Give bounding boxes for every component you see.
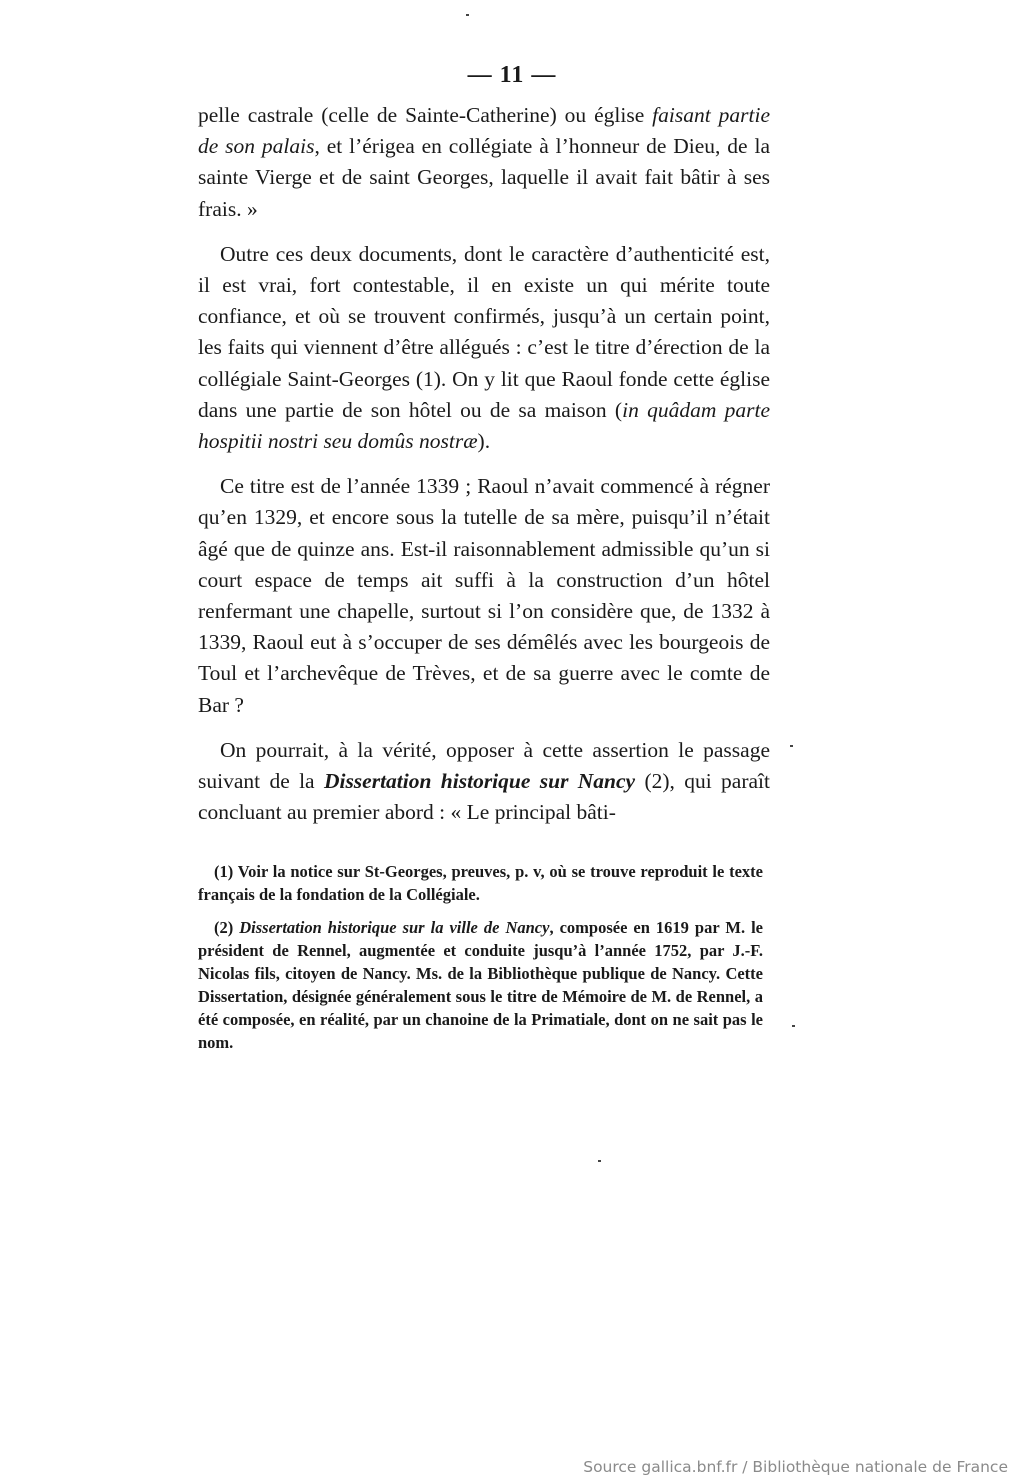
- italic-text: faisant partie de son palais: [198, 103, 770, 159]
- body-text: [198, 100, 770, 842]
- print-speck: [598, 1160, 601, 1162]
- italic-text: Dissertation historique sur Nancy: [323, 769, 636, 794]
- page-number: — 11 —: [467, 62, 557, 88]
- print-speck: [792, 1025, 795, 1027]
- footnote-2: [198, 916, 763, 1054]
- paragraph: Ce titre est de l’année 1339 ; Raoul n’avait commencé à régner qu’en 1329, et encore sous la tutelle de sa mère, puisqu’il n’était âgé que de quinze ans. Est-il raisonnablement admissible qu’un si court espace de temps ait suffi à la construction d’un hôtel renfermant une chapelle, surtout si l’on considère que, de 1332 à 1339, Raoul eut à s’occuper de ses démêlés avec les bourgeois de Toul et l’archevêque de Trèves, et de sa guerre avec le comte de Bar ?: [198, 474, 770, 717]
- paragraph-text: pelle castrale (celle de Sainte-Catherine) ou église: [198, 103, 653, 127]
- paragraph-text: Outre ces deux documents, dont le caractère d’authenticité est, il est vrai, fort contestable, il en existe un qui mérite toute confiance, et où se trouvent confirmés, jusqu’à un certain point, les faits qui viennent d’être allégués : c’est le titre d’érection de la collégiale Saint-Georges (1). On y lit que Raoul fonde cette église dans une partie de son hôtel ou de sa maison (: [198, 241, 770, 422]
- paragraph-text: , et l’érigea en collégiate à l’honneur de Dieu, de la sainte Vierge et de saint Georges, laquelle il avait fait bâtir à ses frais. »: [198, 134, 770, 221]
- italic-text: Dissertation historique sur la ville de Nancy: [239, 918, 550, 937]
- footnotes: [198, 860, 763, 1064]
- paragraph: [198, 239, 770, 457]
- print-speck: [790, 745, 793, 747]
- paragraph: [198, 735, 770, 829]
- italic-text: in quâdam parte hospitii nostri seu domûs nostræ: [198, 397, 770, 454]
- footnote-text: , composée en 1619 par M. le président de Rennel, augmentée et conduite jusqu’à l’année 1752, par J.-F. Nicolas fils, citoyen de Nancy. Ms. de la Bibliothèque publique de Nancy. Cette Dissertation, désignée généralement sous le titre de Mémoire de M. de Rennel, a été composée, en réalité, par un chanoine de la Primatiale, dont on ne sait pas le nom.: [198, 918, 763, 1052]
- paragraph-text: On pourrait, à la vérité, opposer à cette assertion le passage suivant de la: [198, 737, 770, 794]
- paragraph-text: ).: [477, 429, 491, 454]
- paragraph-text: (2), qui paraît concluant au premier abord : « Le principal bâti-: [198, 769, 770, 825]
- print-speck: [466, 14, 469, 16]
- paragraph: [198, 100, 770, 225]
- source-credit: Source gallica.bnf.fr / Bibliothèque nationale de France: [583, 1458, 1008, 1476]
- footnote-text: (2): [214, 918, 240, 937]
- footnote-1: (1) Voir la notice sur St-Georges, preuves, p. v, où se trouve reproduit le texte français de la fondation de la Collégiale.: [198, 862, 763, 904]
